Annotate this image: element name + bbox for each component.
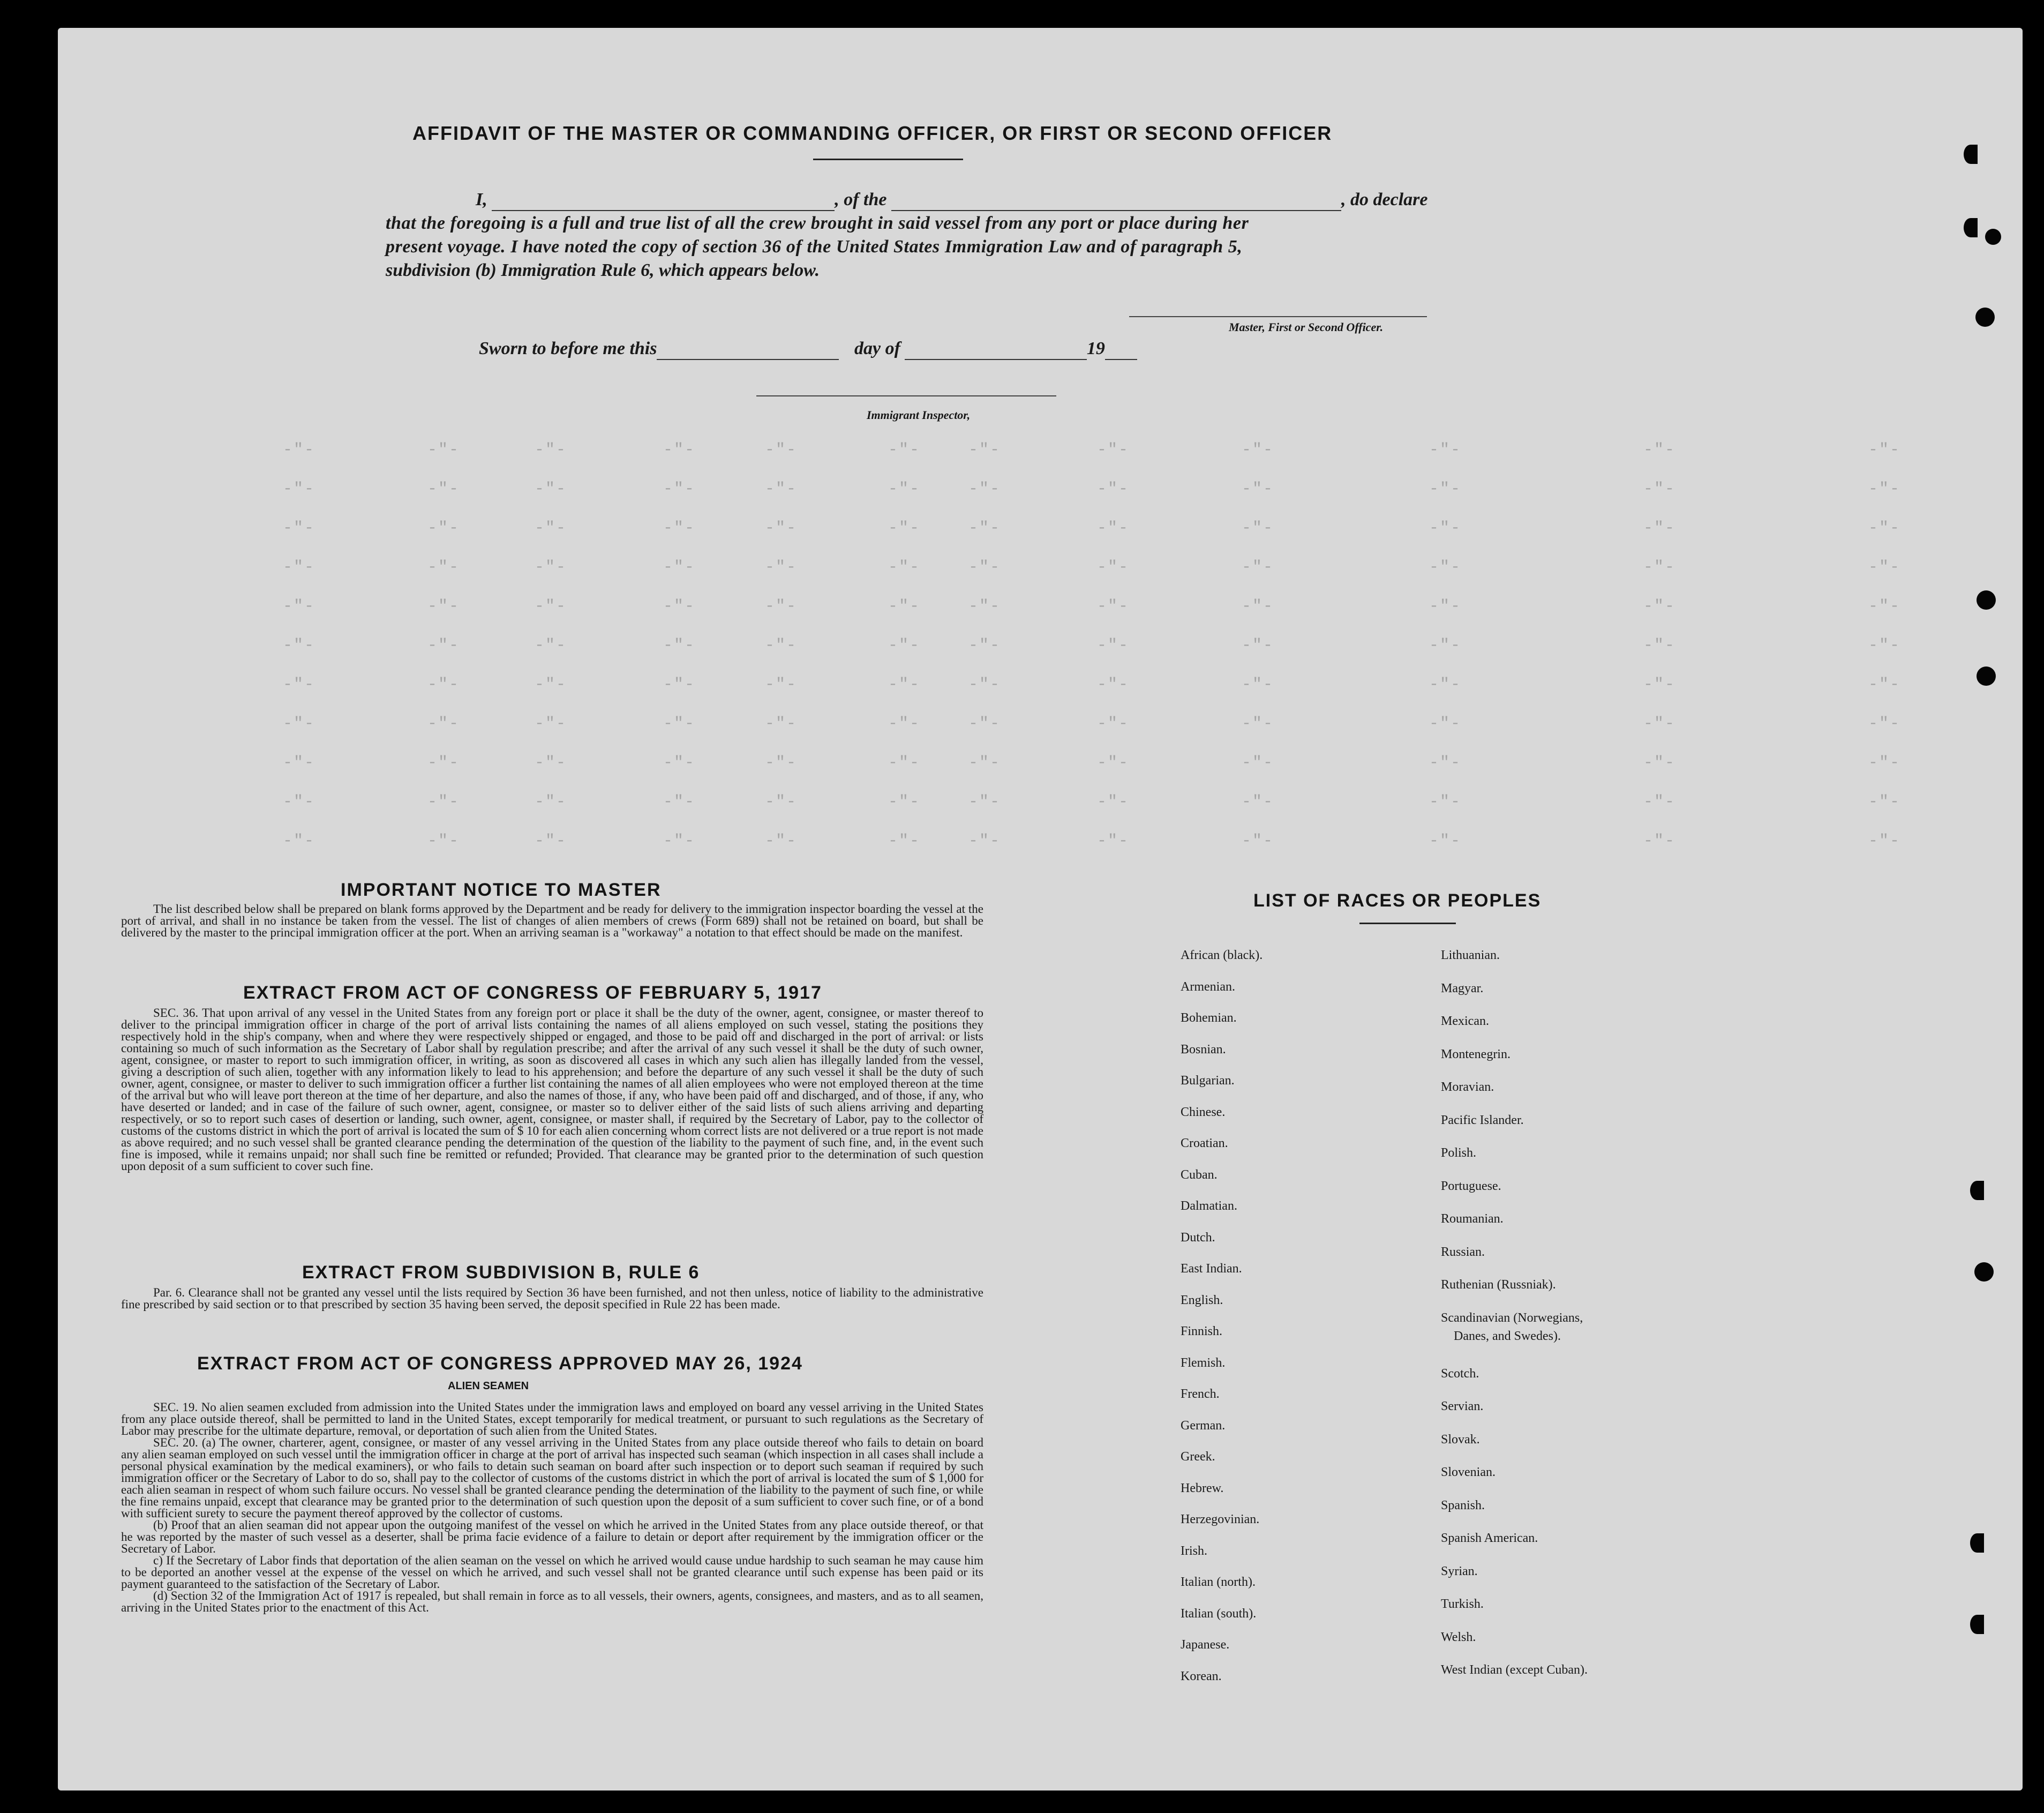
ghost-row — [58, 754, 2023, 772]
ghost-row — [58, 636, 2023, 655]
ghost-row — [58, 832, 2023, 850]
ghost-ditto-mark: -"- — [1429, 793, 1462, 811]
ghost-ditto-mark: -"- — [765, 597, 798, 616]
ghost-ditto-mark: -"- — [663, 754, 696, 772]
ghost-ditto-mark: -"- — [765, 519, 798, 537]
race-item: English. — [1181, 1293, 1223, 1307]
ghost-ditto-mark: -"- — [427, 558, 460, 576]
ghost-ditto-mark: -"- — [888, 480, 921, 498]
ghost-ditto-mark: -"- — [968, 480, 1001, 498]
ghost-ditto-mark: -"- — [1242, 519, 1274, 537]
race-item: Slovak. — [1441, 1432, 1480, 1447]
ghost-ditto-mark: -"- — [663, 715, 696, 733]
race-item: Slovenian. — [1441, 1465, 1496, 1479]
ghost-ditto-mark: -"- — [1868, 597, 1901, 616]
ghost-ditto-mark: -"- — [1868, 558, 1901, 576]
race-item: Scotch. — [1441, 1366, 1479, 1381]
ghost-row — [58, 480, 2023, 498]
ghost-ditto-mark: -"- — [663, 558, 696, 576]
ghost-ditto-mark: -"- — [765, 480, 798, 498]
ghost-ditto-mark: -"- — [765, 832, 798, 850]
race-item: Lithuanian. — [1441, 948, 1500, 962]
ghost-ditto-mark: -"- — [663, 793, 696, 811]
ghost-ditto-mark: -"- — [535, 793, 567, 811]
ghost-ditto-mark: -"- — [1242, 480, 1274, 498]
punch-hole-icon — [1970, 1181, 1984, 1200]
master-signature-label: Master, First or Second Officer. — [1229, 320, 1384, 334]
master-signature-line[interactable] — [1129, 316, 1427, 317]
race-item: Hebrew. — [1181, 1481, 1224, 1495]
race-item: Italian (north). — [1181, 1575, 1256, 1589]
notice-paragraph: The list described below shall be prepared on blank forms approved by the Department and be ready for delivery to the immigration inspector boarding the vessel at the port of arrival, and shall in no instance be taken from the vessel. The list of changes of alien members of crews (Form 689) shall not be retained on board, but shall be delivered by the master to the principal immigration officer at the port. When an arriving seaman is a "workaway" a notation to that effect should be made on the manifest. — [121, 902, 983, 939]
affidavit-line-2: that the foregoing is a full and true list of all the crew brought in said vessel from any port or place during her — [386, 213, 1249, 233]
ghost-ditto-mark: -"- — [888, 715, 921, 733]
ghost-ditto-mark: -"- — [765, 715, 798, 733]
ghost-ditto-mark: -"- — [1429, 715, 1462, 733]
ghost-ditto-mark: -"- — [535, 597, 567, 616]
punch-hole-icon — [1974, 1262, 1994, 1282]
race-item: Korean. — [1181, 1669, 1222, 1683]
ghost-ditto-mark: -"- — [1868, 636, 1901, 655]
notice-text — [121, 903, 983, 939]
extract-1924-text — [121, 1402, 983, 1614]
ghost-ditto-mark: -"- — [1643, 480, 1676, 498]
extract-rule6-heading: EXTRACT FROM SUBDIVISION B, RULE 6 — [302, 1262, 700, 1283]
ghost-ditto-mark: -"- — [283, 558, 315, 576]
ghost-ditto-mark: -"- — [535, 676, 567, 694]
ghost-ditto-mark: -"- — [1097, 793, 1130, 811]
ghost-ditto-mark: -"- — [765, 676, 798, 694]
punch-hole-icon — [1964, 145, 1978, 164]
affidavit-heading: AFFIDAVIT OF THE MASTER OR COMMANDING OFFICER, OR FIRST OR SECOND OFFICER — [412, 122, 1333, 144]
ghost-ditto-mark: -"- — [535, 441, 567, 459]
notice-heading: IMPORTANT NOTICE TO MASTER — [341, 880, 662, 900]
ghost-ditto-mark: -"- — [1429, 480, 1462, 498]
race-item: Italian (south). — [1181, 1606, 1257, 1621]
ghost-ditto-mark: -"- — [283, 480, 315, 498]
day-of-label: day of — [854, 339, 900, 358]
ghost-ditto-mark: -"- — [535, 519, 567, 537]
ghost-ditto-mark: -"- — [1242, 754, 1274, 772]
ghost-ditto-mark: -"- — [1868, 832, 1901, 850]
ghost-ditto-mark: -"- — [1643, 793, 1676, 811]
ghost-ditto-mark: -"- — [283, 519, 315, 537]
race-item: West Indian (except Cuban). — [1441, 1663, 1588, 1677]
ghost-ditto-mark: -"- — [765, 793, 798, 811]
ghost-ditto-mark: -"- — [888, 597, 921, 616]
race-item: Herzegovinian. — [1181, 1512, 1260, 1526]
ghost-ditto-mark: -"- — [1097, 636, 1130, 655]
race-item: Turkish. — [1441, 1597, 1484, 1611]
ghost-ditto-mark: -"- — [283, 597, 315, 616]
ghost-ditto-mark: -"- — [663, 441, 696, 459]
race-item: Servian. — [1441, 1399, 1484, 1413]
ghost-ditto-mark: -"- — [663, 832, 696, 850]
extract-1917-heading: EXTRACT FROM ACT OF CONGRESS OF FEBRUARY 5, 1917 — [243, 983, 822, 1003]
ghost-ditto-mark: -"- — [1868, 676, 1901, 694]
ghost-ditto-mark: -"- — [427, 676, 460, 694]
ghost-ditto-mark: -"- — [1242, 676, 1274, 694]
ghost-ditto-mark: -"- — [283, 715, 315, 733]
punch-hole-icon — [1964, 218, 1978, 237]
ghost-ditto-mark: -"- — [968, 676, 1001, 694]
affidavit-line-1 — [422, 189, 1488, 211]
ghost-ditto-mark: -"- — [765, 441, 798, 459]
ghost-ditto-mark: -"- — [535, 636, 567, 655]
ghost-ditto-mark: -"- — [427, 754, 460, 772]
race-item: Finnish. — [1181, 1324, 1223, 1338]
ghost-ditto-mark: -"- — [1429, 636, 1462, 655]
race-item: Danes, and Swedes). — [1454, 1329, 1561, 1343]
ghost-ditto-mark: -"- — [427, 715, 460, 733]
ghost-ditto-mark: -"- — [1868, 519, 1901, 537]
sec-36-paragraph: SEC. 36. That upon arrival of any vessel in the United States from any foreign port or place it shall be the duty of the owner, agent, consignee, or master thereof to deliver to the principal immigration officer in charge of the port of arrival lists containing the names of all aliens employed on such vessel, stating the positions they respectively hold in the ship's company, when and where they were respectively shipped or engaged, and those to be paid off and discharged in the port of arrival: or lists containing so much of such information as the Secretary of Labor shall by regulation prescribe; and after the arrival of any such vessel it shall be the duty of such owner, agent, consignee, or master to report to such immigration officer, in writing, as soon as discovered all cases in which any such alien has illegally landed from the vessel, giving a description of such alien, together with any information likely to lead to his apprehension; and before the departure of any such vessel it shall be the duty of such owner, agent, consignee, or master to deliver to such immigration officer a further list containing the names of all alien employees who were not employed thereon at the time of the arrival but who will leave port thereon at the time of her departure, and also the names of those, if any, who have been paid off and discharged, and of those, if any, who have deserted or landed; and in case of the failure of such owner, agent, consignee, or master so to deliver either of the said lists of such aliens arriving and departing respectively, or so to report such cases of desertion or landing, such owner, agent, consignee, or master shall, if required by the Secretary of Labor, pay to the collector of customs of the customs district in which the port of arrival is located the sum of $ 10 for each alien concerning whom correct lists are not delivered or a true report is not made as above required; and no such vessel shall be granted clearance pending the determination of the question of the liability to the payment of such fine, and, in the event such fine is imposed, while it remains unpaid; nor shall such fine be remitted or refunded; Provided. That clearance may be granted prior to the determination of such question upon deposit of a sum sufficient to cover such fine. — [121, 1006, 983, 1173]
ghost-ditto-mark: -"- — [1429, 558, 1462, 576]
ghost-ditto-mark: -"- — [1097, 676, 1130, 694]
ghost-ditto-mark: -"- — [1868, 754, 1901, 772]
ghost-ditto-mark: -"- — [968, 441, 1001, 459]
ghost-ditto-mark: -"- — [1868, 480, 1901, 498]
race-item: African (black). — [1181, 948, 1263, 962]
race-item: Spanish American. — [1441, 1531, 1538, 1545]
alien-seamen-subheading: ALIEN SEAMEN — [448, 1380, 529, 1392]
race-item: Bosnian. — [1181, 1042, 1226, 1057]
ghost-ditto-mark: -"- — [968, 715, 1001, 733]
race-item: Polish. — [1441, 1146, 1477, 1160]
punch-hole-icon — [1970, 1533, 1984, 1553]
punch-hole-icon — [1975, 308, 1995, 327]
ghost-row — [58, 441, 2023, 459]
punch-hole-icon — [1970, 1615, 1984, 1634]
ghost-ditto-mark: -"- — [283, 832, 315, 850]
race-item: Montenegrin. — [1441, 1047, 1511, 1061]
ghost-ditto-mark: -"- — [427, 636, 460, 655]
ghost-ditto-mark: -"- — [1242, 558, 1274, 576]
extract-1917-text — [121, 1007, 983, 1172]
ghost-ditto-mark: -"- — [968, 597, 1001, 616]
ghost-ditto-mark: -"- — [765, 636, 798, 655]
ghost-ditto-mark: -"- — [1097, 754, 1130, 772]
ghost-ditto-mark: -"- — [968, 793, 1001, 811]
ghost-ditto-mark: -"- — [427, 832, 460, 850]
sworn-year-field[interactable] — [1105, 343, 1137, 360]
ghost-ditto-mark: -"- — [283, 754, 315, 772]
race-item: Scandinavian (Norwegians, — [1441, 1310, 1583, 1325]
races-heading-rule — [1359, 923, 1456, 924]
sec-19-paragraph: SEC. 19. No alien seamen excluded from admission into the United States under the immigration laws and employed on board any vessel arriving in the United States from any place outside thereof, shall be permitted to land in the United States, except temporarily for medical treatment, or pursuant to such regulations as the Secretary of Labor may prescribe for the ultimate departure, removal, or deportation of such alien from the United States. — [121, 1400, 983, 1437]
race-item: Flemish. — [1181, 1355, 1226, 1370]
ghost-ditto-mark: -"- — [1242, 715, 1274, 733]
ghost-ditto-mark: -"- — [1097, 441, 1130, 459]
ghost-ditto-mark: -"- — [1868, 793, 1901, 811]
ghost-ditto-mark: -"- — [888, 793, 921, 811]
ghost-ditto-mark: -"- — [888, 754, 921, 772]
ghost-ditto-mark: -"- — [427, 519, 460, 537]
affidavit-of-the: , of the — [835, 190, 887, 209]
par-6-paragraph: Par. 6. Clearance shall not be granted any vessel until the lists required by Section 36 have been furnished, and not then unless, notice of liability to the administrative fine prescribed by said section or to that prescribed by section 35 having been served, the deposit specified in Rule 22 has been made. — [121, 1286, 983, 1311]
ghost-ditto-mark: -"- — [888, 636, 921, 655]
ghost-ditto-mark: -"- — [1643, 636, 1676, 655]
race-item: Portuguese. — [1441, 1179, 1501, 1193]
ghost-ditto-mark: -"- — [1097, 519, 1130, 537]
inspector-label: Immigrant Inspector, — [867, 408, 971, 422]
affidavit-heading-rule — [813, 159, 963, 160]
ghost-row — [58, 597, 2023, 616]
ghost-ditto-mark: -"- — [968, 754, 1001, 772]
ghost-ditto-mark: -"- — [765, 558, 798, 576]
ghost-ditto-mark: -"- — [1242, 793, 1274, 811]
punch-hole-icon — [1977, 590, 1996, 610]
race-item: Cuban. — [1181, 1167, 1218, 1182]
vessel-name-field[interactable] — [891, 194, 1341, 211]
sec-20d-paragraph: (d) Section 32 of the Immigration Act of 1917 is repealed, but shall remain in force as to all vessels, their owners, agents, consignees, and masters, and as to all seamen, arriving in the United States prior to the enactment of this Act. — [121, 1589, 983, 1614]
race-item: Ruthenian (Russniak). — [1441, 1278, 1556, 1292]
race-item: Japanese. — [1181, 1638, 1230, 1652]
sworn-line — [479, 338, 1137, 360]
ghost-ditto-mark: -"- — [968, 519, 1001, 537]
race-item: Moravian. — [1441, 1080, 1494, 1094]
affidavit-line-3: present voyage. I have noted the copy of section 36 of the United States Immigration Law and of paragraph 5, — [386, 237, 1243, 257]
sec-20a-paragraph: SEC. 20. (a) The owner, charterer, agent, consignee, or master of any vessel arriving in the United States from any place outside thereof who fails to detain on board any alien seaman employed on such vessel until the immigration officer in charge at the port of arrival has inspected such seaman (which inspection in all cases shall include a personal physical examination by the medical examiners), or who fails to detain such seaman on board after such inspection or to deport such seaman if required by such immigration officer or the Secretary of Labor to do so, shall pay to the collector of customs of the customs district in which the port of arrival is located the sum of $ 1,000 for each alien seaman in respect of whom such failure occurs. No vessel shall be granted clearance pending the determination of the liability to the payment of such fine, or while the fine remains unpaid, except that clearance may be granted prior to the determination of such question upon the deposit of a sum sufficient to cover such fine, or of a bond with sufficient surety to secure the payment thereof approved by the collector of customs. — [121, 1436, 983, 1520]
inspector-signature-line[interactable] — [756, 395, 1056, 396]
ghost-ditto-mark: -"- — [535, 715, 567, 733]
ghost-ditto-mark: -"- — [1429, 519, 1462, 537]
affidavit-line-4: subdivision (b) Immigration Rule 6, which appears below. — [386, 260, 820, 280]
race-item: Armenian. — [1181, 979, 1235, 994]
ghost-ditto-mark: -"- — [427, 441, 460, 459]
ghost-ditto-mark: -"- — [1097, 597, 1130, 616]
ghost-ditto-mark: -"- — [1643, 558, 1676, 576]
sworn-day-field[interactable] — [657, 343, 839, 360]
ghost-ditto-mark: -"- — [1429, 754, 1462, 772]
ghost-ditto-mark: -"- — [1242, 597, 1274, 616]
year-label: 19 — [1086, 339, 1105, 358]
ghost-ditto-mark: -"- — [1097, 480, 1130, 498]
ghost-ditto-mark: -"- — [888, 441, 921, 459]
race-item: Spanish. — [1441, 1498, 1485, 1512]
ghost-ditto-mark: -"- — [888, 832, 921, 850]
ghost-row — [58, 519, 2023, 537]
races-heading: LIST OF RACES OR PEOPLES — [1253, 890, 1542, 911]
ghost-ditto-mark: -"- — [765, 754, 798, 772]
ghost-ditto-mark: -"- — [968, 832, 1001, 850]
race-item: Mexican. — [1441, 1014, 1489, 1028]
ghost-ditto-mark: -"- — [1643, 754, 1676, 772]
form-sheet — [58, 28, 2023, 1790]
ghost-ditto-mark: -"- — [1242, 441, 1274, 459]
ghost-ditto-mark: -"- — [968, 636, 1001, 655]
ghost-ditto-mark: -"- — [1429, 441, 1462, 459]
ghost-row — [58, 793, 2023, 811]
punch-hole-icon — [1977, 666, 1996, 686]
race-item: Magyar. — [1441, 981, 1484, 995]
sworn-month-field[interactable] — [905, 343, 1087, 360]
ghost-ditto-mark: -"- — [663, 597, 696, 616]
race-item: East Indian. — [1181, 1262, 1242, 1276]
ghost-ditto-mark: -"- — [1643, 832, 1676, 850]
declarant-name-field[interactable] — [492, 194, 835, 211]
race-item: Irish. — [1181, 1544, 1207, 1558]
race-item: Welsh. — [1441, 1630, 1476, 1644]
ghost-ditto-mark: -"- — [283, 676, 315, 694]
ghost-ditto-mark: -"- — [888, 676, 921, 694]
ghost-ditto-mark: -"- — [1242, 636, 1274, 655]
ghost-ditto-mark: -"- — [1097, 558, 1130, 576]
ghost-ditto-mark: -"- — [1242, 832, 1274, 850]
ghost-ditto-mark: -"- — [663, 676, 696, 694]
ghost-ditto-mark: -"- — [663, 480, 696, 498]
ghost-ditto-mark: -"- — [968, 558, 1001, 576]
sworn-label: Sworn to before me this — [479, 339, 657, 358]
race-item: Pacific Islander. — [1441, 1113, 1524, 1127]
ghost-ditto-mark: -"- — [663, 519, 696, 537]
ghost-ditto-mark: -"- — [1868, 715, 1901, 733]
punch-hole-icon — [1985, 229, 2001, 245]
ghost-ditto-mark: -"- — [888, 558, 921, 576]
ghost-ditto-mark: -"- — [1429, 597, 1462, 616]
ghost-ditto-mark: -"- — [1643, 597, 1676, 616]
race-item: Roumanian. — [1441, 1212, 1504, 1226]
ghost-ditto-mark: -"- — [535, 754, 567, 772]
ghost-ditto-mark: -"- — [1097, 715, 1130, 733]
extract-1924-heading: EXTRACT FROM ACT OF CONGRESS APPROVED MAY 26, 1924 — [197, 1353, 803, 1374]
ghost-ditto-mark: -"- — [535, 558, 567, 576]
race-item: Dalmatian. — [1181, 1199, 1237, 1213]
ghost-ditto-mark: -"- — [283, 441, 315, 459]
ghost-ditto-mark: -"- — [1643, 441, 1676, 459]
race-item: Bohemian. — [1181, 1011, 1237, 1025]
ghost-ditto-mark: -"- — [888, 519, 921, 537]
ghost-ditto-mark: -"- — [427, 597, 460, 616]
ghost-row — [58, 676, 2023, 694]
sec-20c-paragraph: c) If the Secretary of Labor finds that deportation of the alien seaman on the vessel on which he arrived would cause undue hardship to such seaman he may cause him to be deported an another vessel at the expense of the vessel on which he arrived, and such vessel shall not be granted clearance until such expense has been paid or its payment guaranteed to the satisfaction of the Secretary of Labor. — [121, 1554, 983, 1591]
ghost-ditto-mark: -"- — [1097, 832, 1130, 850]
extract-rule6-text — [121, 1287, 983, 1310]
ghost-ditto-mark: -"- — [283, 793, 315, 811]
race-item: Bulgarian. — [1181, 1074, 1235, 1088]
sec-20b-paragraph: (b) Proof that an alien seaman did not appear upon the outgoing manifest of the vessel on which he arrived in the United States from any place outside thereof, or that he was reported by the master of such vessel as a deserter, shall be prima facie evidence of a failure to detain or deport after requirement by the immigration officer or the Secretary of Labor. — [121, 1518, 983, 1555]
ghost-ditto-mark: -"- — [283, 636, 315, 655]
ghost-ditto-mark: -"- — [427, 480, 460, 498]
ghost-ditto-mark: -"- — [427, 793, 460, 811]
ghost-ditto-mark: -"- — [663, 636, 696, 655]
race-item: Greek. — [1181, 1450, 1215, 1464]
race-item: German. — [1181, 1418, 1226, 1433]
ghost-row — [58, 715, 2023, 733]
ghost-ditto-mark: -"- — [535, 832, 567, 850]
ghost-ditto-mark: -"- — [1643, 715, 1676, 733]
race-item: Chinese. — [1181, 1105, 1226, 1119]
race-item: Russian. — [1441, 1245, 1485, 1259]
ghost-ditto-mark: -"- — [1429, 676, 1462, 694]
race-item: Croatian. — [1181, 1136, 1228, 1150]
ghost-row — [58, 558, 2023, 576]
ghost-ditto-mark: -"- — [1643, 519, 1676, 537]
ghost-ditto-mark: -"- — [1868, 441, 1901, 459]
affidavit-i: I, — [476, 190, 487, 209]
ghost-ditto-mark: -"- — [535, 480, 567, 498]
ghost-ditto-mark: -"- — [1643, 676, 1676, 694]
race-item: French. — [1181, 1387, 1220, 1401]
race-item: Syrian. — [1441, 1564, 1478, 1578]
race-item: Dutch. — [1181, 1230, 1215, 1245]
affidavit-do-declare: , do declare — [1341, 190, 1428, 209]
ghost-ditto-mark: -"- — [1429, 832, 1462, 850]
